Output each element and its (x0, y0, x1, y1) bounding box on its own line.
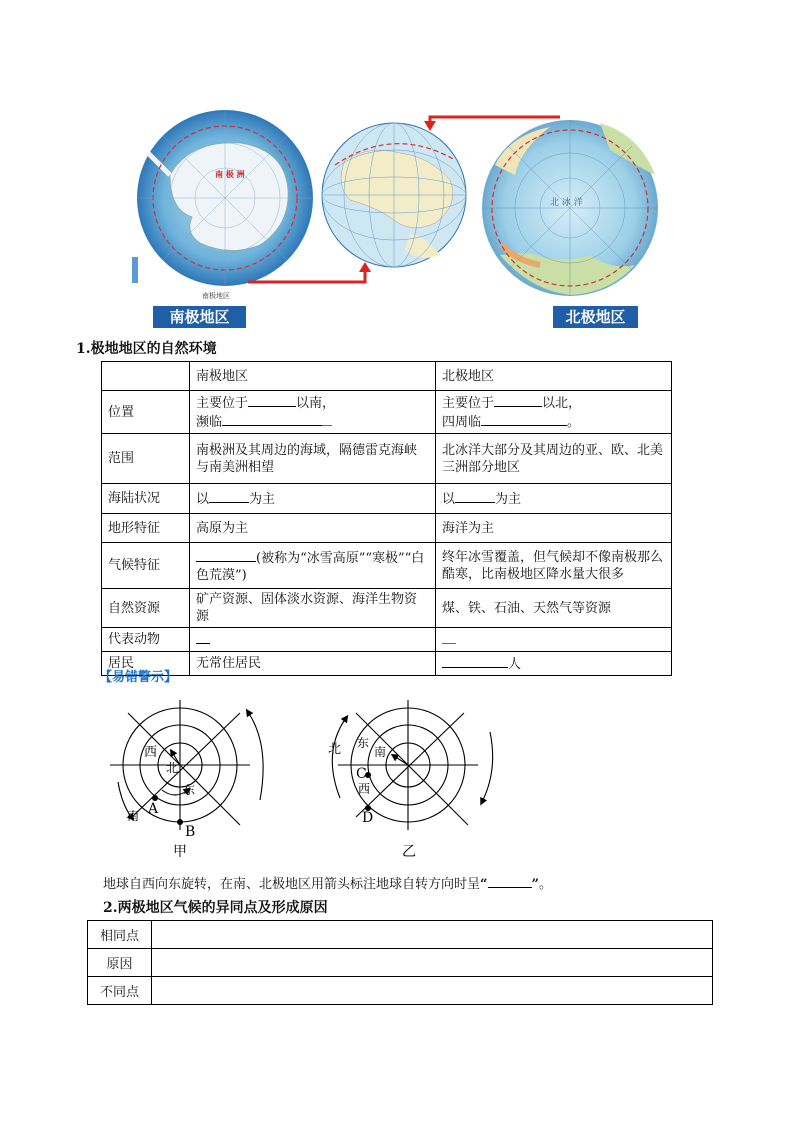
point-c: C (356, 766, 367, 782)
row-label: 原因 (88, 949, 152, 977)
table-cell: 以 为主 (436, 484, 672, 514)
south-map-caption: 南极地区 (202, 292, 230, 300)
polar-maps-figure (130, 105, 660, 330)
answer-blank (455, 489, 495, 503)
row-label: 范围 (102, 434, 190, 484)
label-east: 东 (357, 736, 370, 750)
answer-blank (222, 412, 322, 426)
table-row (102, 362, 672, 391)
table-cell: 矿产资源、固体淡水资源、海洋生物资源 (190, 589, 436, 628)
table-cell: 煤、铁、石油、天然气等资源 (436, 589, 672, 628)
table-row (102, 543, 672, 589)
table-header-cell (102, 362, 190, 391)
table-row (102, 514, 672, 543)
answer-blank (488, 874, 532, 888)
answer-blank (442, 630, 456, 644)
table-row (102, 484, 672, 514)
table-cell: 北冰洋大部分及其周边的亚、欧、北美三洲部分地区 (436, 434, 672, 484)
row-label: 不同点 (88, 977, 152, 1005)
table-row (102, 589, 672, 628)
row-label: 相同点 (88, 921, 152, 949)
label-south: 南 (374, 745, 387, 759)
north-pole-label: 北极地区 (553, 306, 638, 328)
diagram-caption-left: 甲 (173, 844, 187, 860)
table-row (88, 921, 713, 949)
point-a: A (148, 801, 159, 817)
south-pole-map (130, 110, 313, 300)
north-pole-map (482, 120, 658, 296)
table-cell: 无常住居民 (190, 652, 436, 676)
table-cell (436, 628, 672, 652)
diagram-caption-right: 乙 (402, 844, 416, 860)
point-b: B (185, 824, 196, 840)
table-row (102, 434, 672, 484)
answer-cell[interactable] (152, 949, 713, 977)
table-header-cell: 北极地区 (436, 362, 672, 391)
table-cell: 以 为主 (190, 484, 436, 514)
table-cell: 主要位于 以北， 四周临 。 (436, 391, 672, 434)
rotation-diagrams (100, 690, 520, 865)
row-label: 自然资源 (102, 589, 190, 628)
table-row (102, 391, 672, 434)
polar-environment-table (101, 361, 672, 676)
row-label: 地形特征 (102, 514, 190, 543)
table-cell: 海洋为主 (436, 514, 672, 543)
table-cell: 主要位于 以南， 濒临 (190, 391, 436, 434)
table-cell (190, 628, 436, 652)
row-label: 海陆状况 (102, 484, 190, 514)
table-header-cell: 南极地区 (190, 362, 436, 391)
point-d: D (362, 810, 374, 826)
table-cell: 南极洲及其周边的海域，隔德雷克海峡与南美洲相望 (190, 434, 436, 484)
row-label: 位置 (102, 391, 190, 434)
label-north: 北 (166, 761, 179, 775)
section1-heading: 1.极地地区的自然环境 (76, 341, 217, 357)
table-cell: 终年冰雪覆盖，但气候却不像南极那么酷寒，比南极地区降水量大很多 (436, 543, 672, 589)
table-row (88, 977, 713, 1005)
table-row (102, 628, 672, 652)
answer-blank (494, 393, 542, 407)
answer-blank (209, 489, 249, 503)
answer-cell[interactable] (152, 921, 713, 949)
table-row (102, 652, 672, 676)
row-label: 代表动物 (102, 628, 190, 652)
table-cell: 人 (436, 652, 672, 676)
answer-blank (196, 548, 256, 562)
answer-cell[interactable] (152, 977, 713, 1005)
answer-blank (196, 630, 210, 644)
answer-blank (481, 412, 567, 426)
south-pole-label: 南极地区 (153, 306, 246, 328)
label-west: 西 (144, 745, 158, 760)
answer-blank (442, 654, 508, 668)
rotation-note: 地球自西向东旋转，在南、北极地区用箭头标注地球自转方向时呈“ ”。 (103, 873, 552, 892)
label-west: 西 (358, 782, 371, 796)
row-label: 居民 (102, 652, 190, 676)
label-east: 东 (183, 783, 196, 797)
south-continent-text: 南 极 洲 (215, 169, 245, 179)
climate-comparison-table (87, 920, 713, 1005)
label-south: 南 (127, 809, 140, 823)
north-ocean-text: 北 冰 洋 (550, 198, 583, 208)
table-cell: 高原为主 (190, 514, 436, 543)
row-label: 气候特征 (102, 543, 190, 589)
label-north: 北 (328, 742, 342, 757)
table-cell: (被称为“冰雪高原”“寒极”“白色荒漠”) (190, 543, 436, 589)
diagram-right (332, 700, 492, 830)
warning-title: 【易错警示】 (99, 670, 178, 685)
answer-blank (248, 393, 296, 407)
globe-map (322, 123, 466, 267)
section2-heading: 2.两极地区气候的异同点及形成原因 (103, 900, 328, 916)
table-row (88, 949, 713, 977)
